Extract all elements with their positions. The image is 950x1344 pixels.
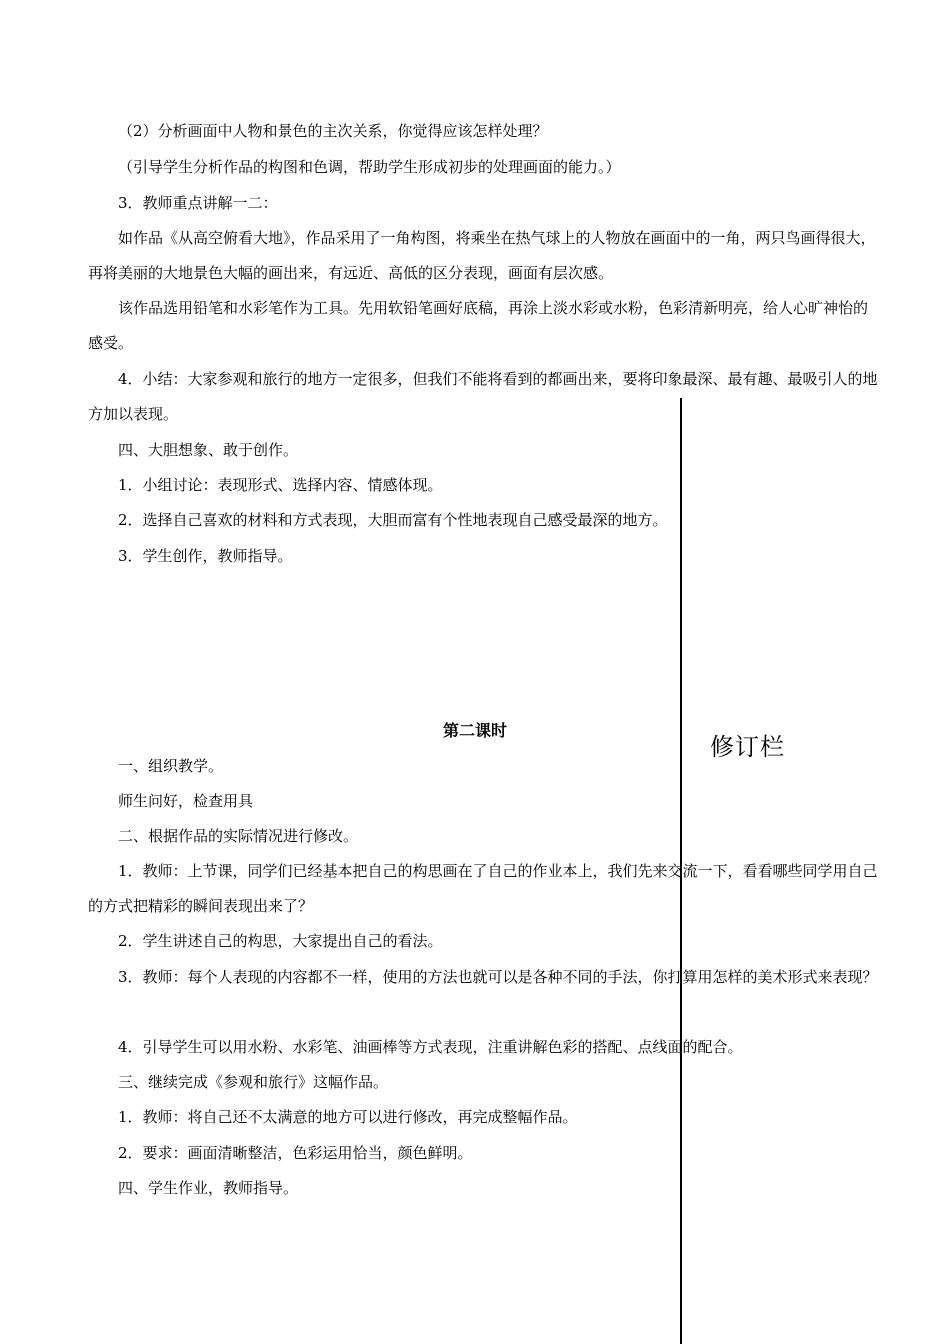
paragraph: 2．选择自己喜欢的材料和方式表现，大胆而富有个性地表现自己感受最深的地方。 [118,511,668,529]
section-title: 第二课时 [442,721,507,740]
paragraph: 1．教师：上节课，同学们已经基本把自己的构思画在了自己的作业本上，我们先来交流一下，看看哪些同学用自己的方式把精彩的瞬间表现出来了？ [88,862,878,915]
paragraph: 3．教师重点讲解一二： [118,194,278,212]
paragraph: （2）分析画面中人物和景色的主次关系，你觉得应该怎样处理？ [118,122,548,140]
paragraph: 1．教师：将自己还不太满意的地方可以进行修改，再完成整幅作品。 [118,1108,578,1126]
paragraph: 三、继续完成《参观和旅行》这幅作品。 [118,1073,389,1091]
paragraph: 2．要求：画面清晰整洁，色彩运用恰当，颜色鲜明。 [118,1144,473,1162]
paragraph: 该作品选用铅笔和水彩笔作为工具。先用软铅笔画好底稿，再涂上淡水彩或水粉，色彩清新明亮，给人心旷神怡的感受。 [88,299,869,352]
paragraph: 4．小结：大家参观和旅行的地方一定很多，但我们不能将看到的都画出来，要将印象最深、最有趣、最吸引人的地方加以表现。 [88,370,878,423]
paragraph: 4．引导学生可以用水粉、水彩笔、油画棒等方式表现，注重讲解色彩的搭配、点线面的配合。 [118,1038,743,1056]
paragraph: 3．学生创作，教师指导。 [118,547,293,565]
paragraph: 四、大胆想象、敢于创作。 [118,441,299,459]
paragraph: 四、学生作业，教师指导。 [118,1179,299,1197]
paragraph: 一、组织教学。 [118,757,224,775]
paragraph: 如作品《从高空俯看大地》，作品采用了一角构图，将乘坐在热气球上的人物放在画面中的一角，两只鸟画得很大，再将美丽的大地景色大幅的画出来，有远近、高低的区分表现，画面有层次感。 [88,229,876,282]
paragraph: 1．小组讨论：表现形式、选择内容、情感体现。 [118,476,443,494]
paragraph: 二、根据作品的实际情况进行修改。 [118,827,359,845]
paragraph: 2．学生讲述自己的构思，大家提出自己的看法。 [118,932,443,950]
revision-column-label: 修订栏 [710,733,785,761]
paragraph: （引导学生分析作品的构图和色调，帮助学生形成初步的处理画面的能力。） [118,158,621,176]
paragraph: 3．教师：每个人表现的内容都不一样，使用的方法也就可以是各种不同的手法，你打算用怎样的美术形式来表现？ [118,968,878,986]
paragraph: 师生问好，检查用具 [118,792,254,810]
